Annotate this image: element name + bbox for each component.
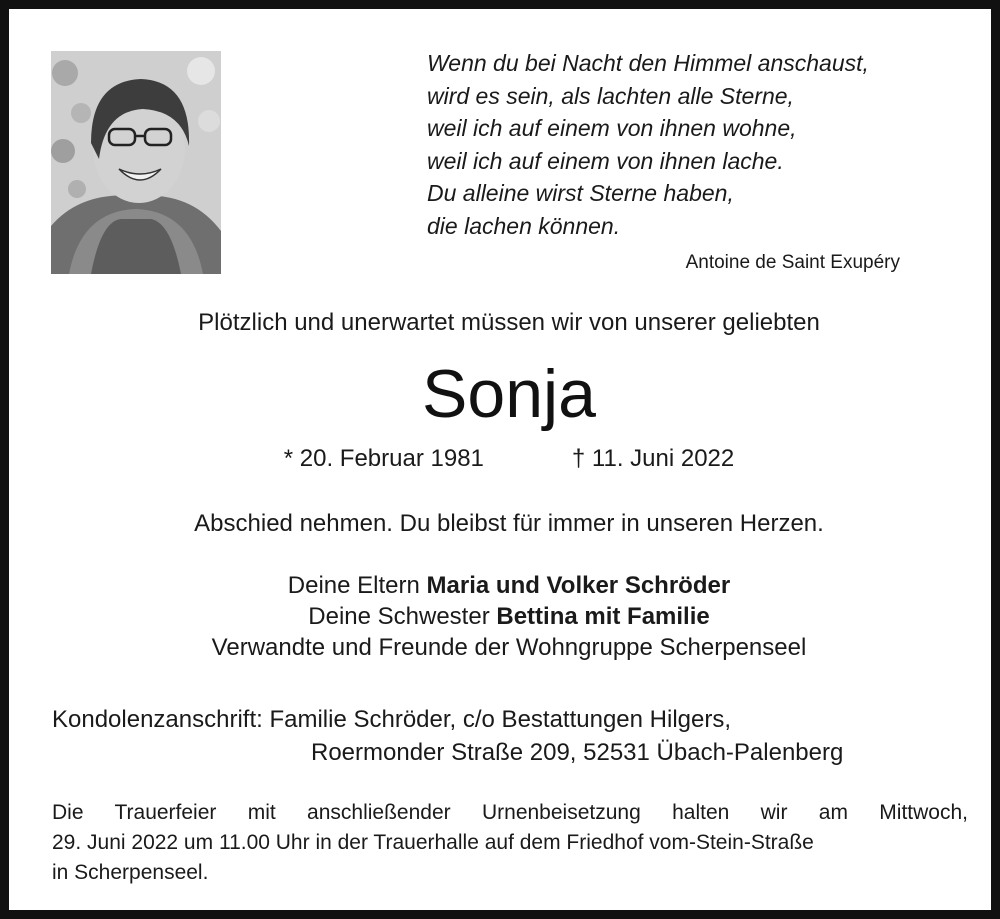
- sister-prefix: Deine Schwester: [308, 603, 497, 630]
- poem-line: die lachen können.: [427, 212, 621, 239]
- poem: [427, 47, 927, 243]
- intro-text: Plötzlich und unerwartet müssen wir von unserer geliebten: [198, 309, 820, 336]
- funeral-info: [52, 798, 968, 888]
- portrait-photo: [51, 51, 221, 274]
- poem-line: wird es sein, als lachten alle Sterne,: [427, 82, 794, 109]
- sister-names: Bettina mit Familie: [496, 603, 710, 630]
- deceased-name: Sonja: [422, 356, 596, 432]
- life-dates: [9, 445, 1000, 473]
- farewell-text: Abschied nehmen. Du bleibst für immer in unseren Herzen.: [194, 510, 824, 537]
- mourner-parents: [9, 570, 1000, 601]
- death-date: † 11. Juni 2022: [571, 445, 735, 472]
- poem-line: weil ich auf einem von ihnen wohne,: [427, 115, 797, 142]
- parents-prefix: Deine Eltern: [287, 572, 427, 599]
- condolence-label: Kondolenzanschrift:: [52, 706, 263, 733]
- poem-line: Wenn du bei Nacht den Himmel anschaust,: [427, 50, 869, 76]
- poem-line: Du alleine wirst Sterne haben,: [427, 180, 734, 207]
- condolence-line-1: [52, 703, 843, 736]
- portrait-image: [51, 51, 221, 274]
- funeral-line-2: 29. Juni 2022 um 11.00 Uhr in der Trauerhalle auf dem Friedhof vom-Stein-Straße: [52, 831, 814, 854]
- birth-date: * 20. Februar 1981: [283, 445, 484, 472]
- funeral-line-1: Die Trauerfeier mit anschließender Urnenbeisetzung halten wir am Mittwoch,: [52, 801, 968, 824]
- condolence-address-line-2: Roermonder Straße 209, 52531 Übach-Palenberg: [311, 739, 844, 766]
- condolence-address: [52, 703, 843, 769]
- mourner-sister: [9, 601, 1000, 632]
- poem-line: weil ich auf einem von ihnen lache.: [427, 147, 784, 174]
- mourners-list: [9, 570, 1000, 663]
- condolence-address-line-1: Familie Schröder, c/o Bestattungen Hilgers,: [269, 706, 732, 733]
- parents-names: Maria und Volker Schröder: [426, 572, 731, 599]
- funeral-line-3: in Scherpenseel.: [52, 861, 209, 884]
- mourner-others: Verwandte und Freunde der Wohngruppe Scherpenseel: [211, 634, 807, 661]
- poem-author: Antoine de Saint Exupéry: [685, 252, 900, 273]
